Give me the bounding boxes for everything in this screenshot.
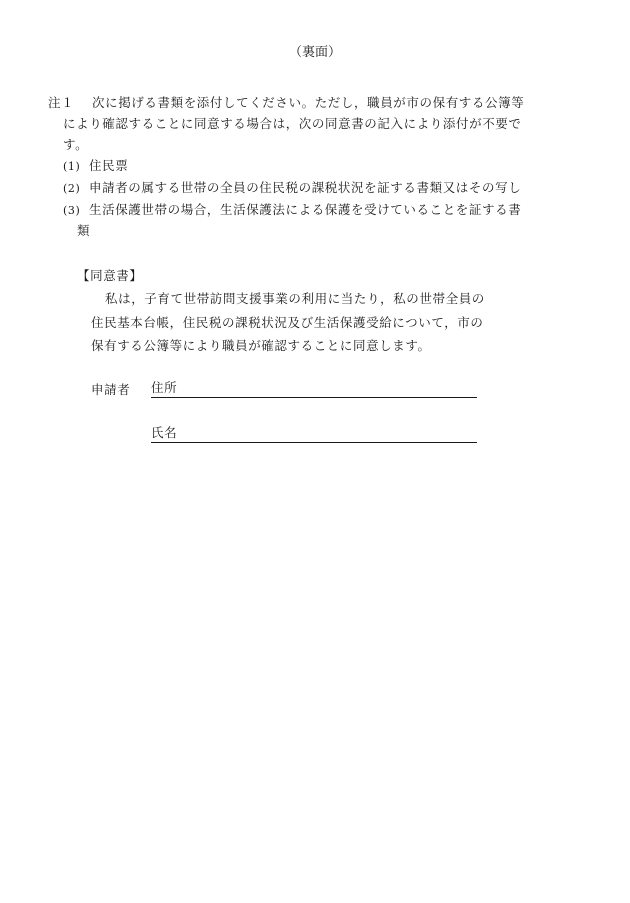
item-number: (3) bbox=[63, 204, 81, 217]
item-text: 生活保護世帯の場合，生活保護法による保護を受けていることを証する書 bbox=[89, 202, 522, 217]
address-field[interactable] bbox=[151, 379, 477, 398]
item-text: 住民票 bbox=[89, 158, 129, 173]
note-number: 注１ bbox=[48, 95, 75, 110]
applicant-label: 申請者 bbox=[91, 382, 131, 397]
note-line-2: により確認することに同意する場合は，次の同意書の記入により添付が不要で bbox=[63, 116, 522, 131]
note-line-1: 次に掲げる書類を添付してください。ただし，職員が市の保有する公簿等 bbox=[92, 95, 525, 110]
note-line-3: す。 bbox=[63, 137, 89, 152]
required-document-item-3-continuation: 類 bbox=[77, 223, 91, 238]
name-field[interactable] bbox=[151, 424, 477, 443]
required-document-item-3 bbox=[63, 200, 521, 221]
name-label: 氏名 bbox=[151, 425, 178, 440]
consent-line-2: 住民基本台帳，住民税の課税状況及び生活保護受給について，市の bbox=[91, 315, 484, 330]
address-label: 住所 bbox=[151, 380, 178, 395]
required-document-item-2 bbox=[63, 178, 521, 199]
item-number: (1) bbox=[63, 160, 81, 173]
required-document-item-1 bbox=[63, 156, 128, 177]
consent-line-3: 保有する公簿等により職員が確認することに同意します。 bbox=[91, 338, 431, 353]
page-side-label: （裏面） bbox=[288, 45, 341, 60]
item-text: 申請者の属する世帯の全員の住民税の課税状況を証する書類又はその写し bbox=[89, 180, 522, 195]
consent-line-1: 私は，子育て世帯訪問支援事業の利用に当たり，私の世帯全員の bbox=[105, 291, 485, 306]
item-number: (2) bbox=[63, 182, 81, 195]
consent-form-title: 【同意書】 bbox=[77, 268, 143, 283]
